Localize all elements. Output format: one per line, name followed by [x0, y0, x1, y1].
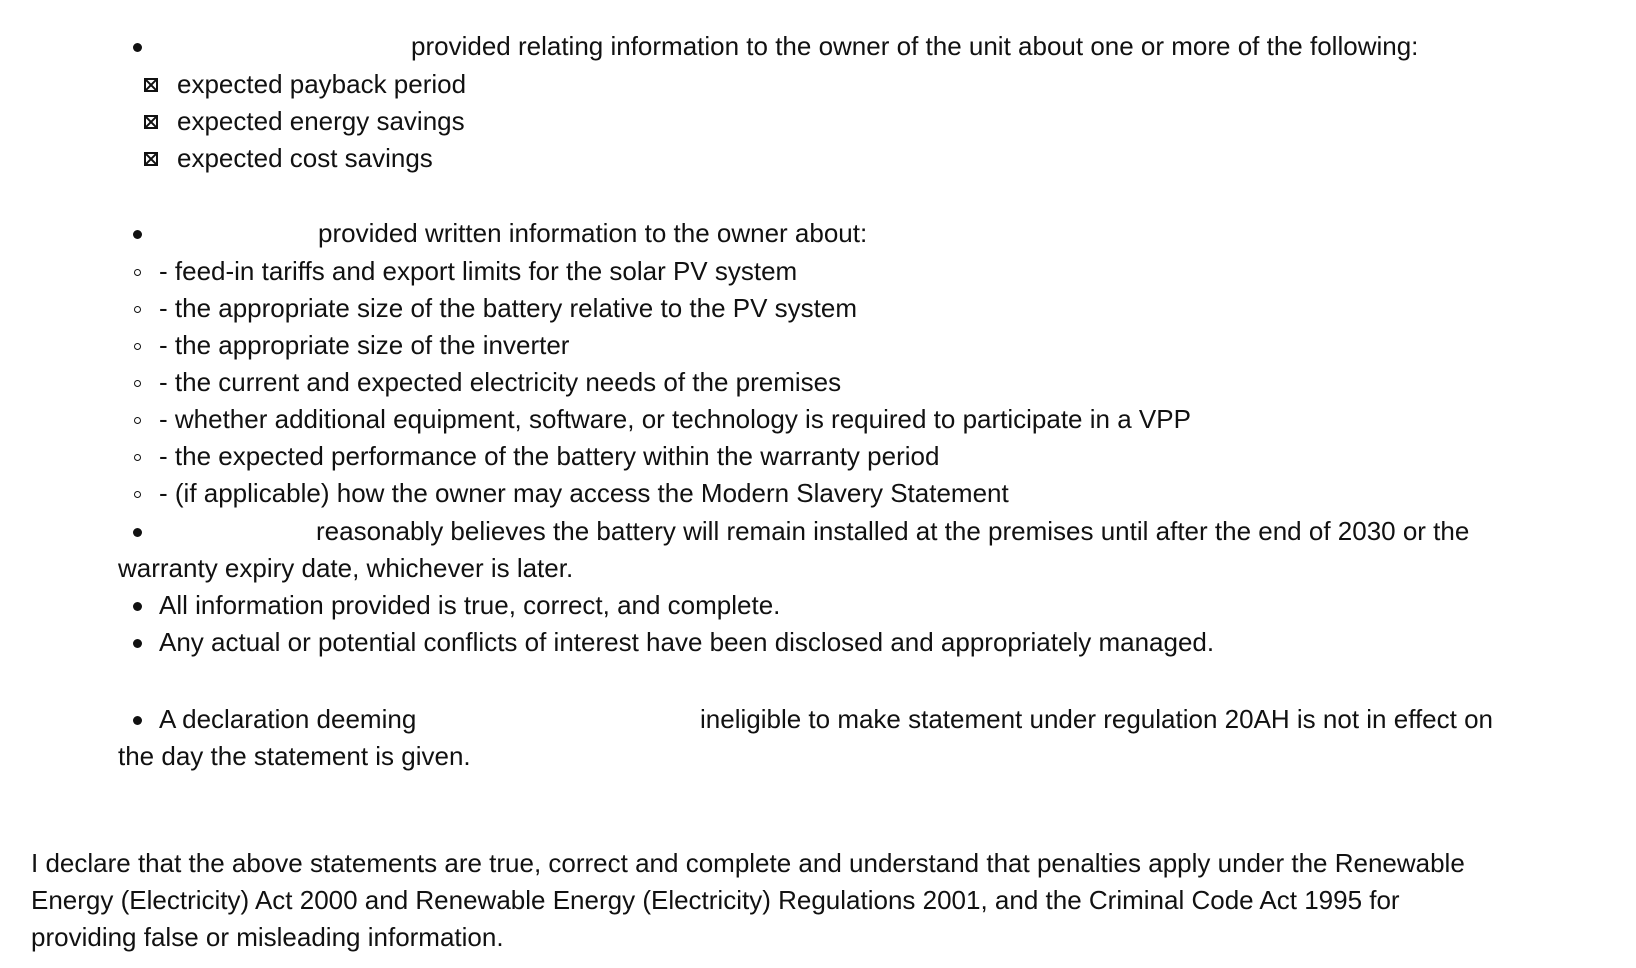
bullet-payback: [133, 43, 142, 52]
declaration-line-1: I declare that the above statements are true, correct and complete and understand that penalties apply under the Renewable: [31, 848, 1465, 878]
checkbox-cost-savings[interactable]: [144, 152, 158, 166]
redacted-name-3: [160, 513, 312, 547]
redacted-name-2: [160, 215, 315, 249]
statement-true: All information provided is true, correct, and complete.: [159, 590, 781, 620]
redacted-name-1: [160, 28, 386, 62]
sub-bullet-6: [134, 454, 141, 461]
written-info-item: - the expected performance of the battery within the warranty period: [159, 441, 940, 471]
written-info-item: - (if applicable) how the owner may access the Modern Slavery Statement: [159, 478, 1009, 508]
bullet-ineligibility: [133, 716, 142, 725]
belief-line-1: reasonably believes the battery will remain installed at the premises until after the end of 2030 or the: [316, 516, 1470, 546]
label-payback-period: expected payback period: [177, 69, 467, 99]
written-info-item: - whether additional equipment, software, or technology is required to participate in a VPP: [159, 404, 1191, 434]
label-cost-savings: expected cost savings: [177, 143, 433, 173]
sub-bullet-3: [134, 343, 141, 350]
bullet-written-info: [133, 230, 142, 239]
written-info-item: - the appropriate size of the inverter: [159, 330, 570, 360]
sub-bullet-2: [134, 306, 141, 313]
sub-bullet-5: [134, 417, 141, 424]
redacted-name-4: [445, 701, 685, 735]
statement-conflicts: Any actual or potential conflicts of interest have been disclosed and appropriately managed.: [159, 627, 1215, 657]
ineligibility-line-2: the day the statement is given.: [118, 741, 471, 771]
bullet-statement-conflicts: [133, 639, 142, 648]
belief-line-2: warranty expiry date, whichever is later.: [118, 553, 574, 583]
checkbox-payback-period[interactable]: [144, 78, 158, 92]
written-info-item: - feed-in tariffs and export limits for the solar PV system: [159, 256, 798, 286]
written-info-item: - the appropriate size of the battery relative to the PV system: [159, 293, 858, 323]
checkbox-energy-savings[interactable]: [144, 115, 158, 129]
written-info-item: - the current and expected electricity needs of the premises: [159, 367, 842, 397]
sub-bullet-7: [134, 491, 141, 498]
bullet-statement-true: [133, 602, 142, 611]
sub-bullet-1: [134, 269, 141, 276]
label-energy-savings: expected energy savings: [177, 106, 465, 136]
payback-lead-text: provided relating information to the owner of the unit about one or more of the following:: [411, 31, 1419, 61]
declaration-line-2: Energy (Electricity) Act 2000 and Renewable Energy (Electricity) Regulations 2001, and the Criminal Code Act 1995 for: [31, 885, 1400, 915]
sub-bullet-4: [134, 380, 141, 387]
bullet-belief: [133, 528, 142, 537]
ineligibility-suffix: ineligible to make statement under regulation 20AH is not in effect on: [700, 704, 1493, 734]
declaration-line-3: providing false or misleading information.: [31, 922, 504, 952]
ineligibility-prefix: A declaration deeming: [159, 704, 417, 734]
written-info-lead-text: provided written information to the owner about:: [318, 218, 868, 248]
